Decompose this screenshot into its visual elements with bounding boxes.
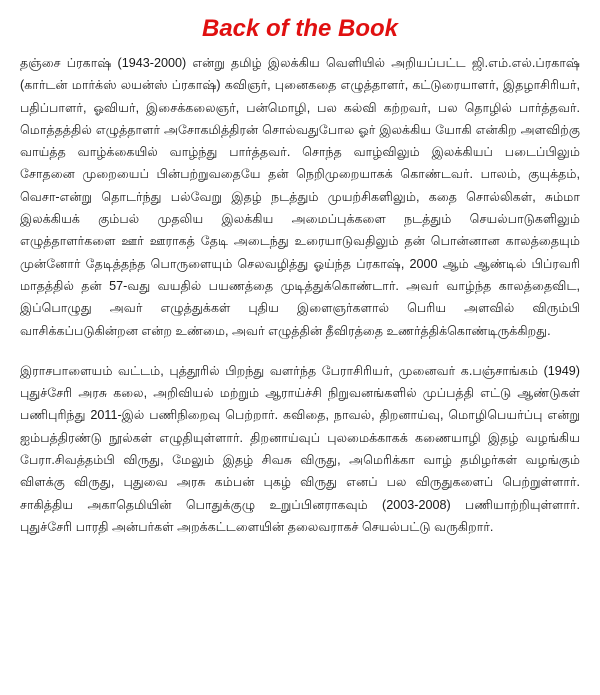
page-title: Back of the Book <box>201 15 399 42</box>
paragraph-spacer <box>20 342 580 360</box>
author-bio-paragraph: தஞ்சை ப்ரகாஷ் (1943-2000) என்று தமிழ் இலக்கிய வெளியில் அறியப்பட்ட ஜி.எம்.எல்.ப்ரகாஷ் (கார்டன் மார்க்ஸ் லயன்ஸ் ப்ரகாஷ்) கவிஞர், புனைகதை எழுத்தாளர், கட்டுரையாளர், இதழாசிரியர், பதிப்பாளர், ஓவியர், இசைக்கலைஞர், பன்மொழி, பல கல்வி கற்றவர், பல தொழில் பார்த்தவர். மொத்தத்தில் எழுத்தாளர் அசோகமித்திரன் சொல்வதுபோல ஓர் இலக்கிய யோகி என்கிற அளவிற்கு வாய்த்த வாழ்க்கையில் வாழ்ந்து பார்த்தவர். சொந்த வாழ்விலும் இலக்கியப் படைப்பிலும் சோதனை முறையைப் பின்பற்றுவதையே தன் நெறிமுறையாகக் கொண்டவர். பாலம், குயுக்தம், வெசா-என்று தொடர்ந்து பல்வேறு இதழ் நடத்தும் முயற்சிகளிலும், கதை சொல்லிகள், சும்மா இலக்கியக் கும்பல் முதலிய இலக்கிய அமைப்புக்களை நடத்தும் செயல்பாடுகளிலும் எழுத்தாளர்களை ஊர் ஊராகத் தேடி அடைந்து உரையாடுவதிலும் தன் பொன்னான காலத்தையும் முன்னோர் தேடித்தந்த பொருளையும் செலவழித்து ஓய்ந்த ப்ரகாஷ், 2000 ஆம் ஆண்டில் பிப்ரவரி மாதத்தில் தன் 57-வது வயதில் பயணத்தை முடித்துக்கொண்டார். அவர் வாழ்ந்த காலத்தைவிட, இப்பொழுது அவர் எழுத்துக்கள் புதிய இளைஞர்களால் பெரிய அளவில் விரும்பி வாசிக்கப்படுகின்றன என்ற உண்மை, அவர் எழுத்தின் தீவிரத்தை உணர்த்திக்கொண்டிருக்கிறது. <box>20 56 580 338</box>
translator-bio-paragraph: இராசபாளையம் வட்டம், புத்தூரில் பிறந்து வளர்ந்த பேராசிரியர், முனைவர் க.பஞ்சாங்கம் (1949) புதுச்சேரி அரசு கலை, அறிவியல் மற்றும் ஆராய்ச்சி நிறுவனங்களில் முப்பத்தி எட்டு ஆண்டுகள் பணிபுரிந்து 2011-இல் பணிநிறைவு பெற்றார். கவிதை, நாவல், திறனாய்வு, மொழிபெயர்ப்பு என்று ஐம்பத்திரண்டு நூல்கள் எழுதியுள்ளார். திறனாய்வுப் புலமைக்காகக் கணையாழி இதழ் வழங்கிய பேரா.சிவத்தம்பி விருது, மேலும் இதழ் சிவசு விருது, அமெரிக்கா வாழ் தமிழர்கள் வழங்கும் விளக்கு விருது, புதுவை அரசு கம்பன் புகழ் விருது எனப் பல விருதுகளைப் பெற்றுள்ளார். சாகித்திய அகாதெமியின் பொதுக்குழு உறுப்பினராகவும் (2003-2008) பணியாற்றியுள்ளார். புதுச்சேரி பாரதி அன்பர்கள் அறக்கட்டளையின் தலைவராகச் செயல்பட்டு வருகிறார். <box>20 363 580 534</box>
